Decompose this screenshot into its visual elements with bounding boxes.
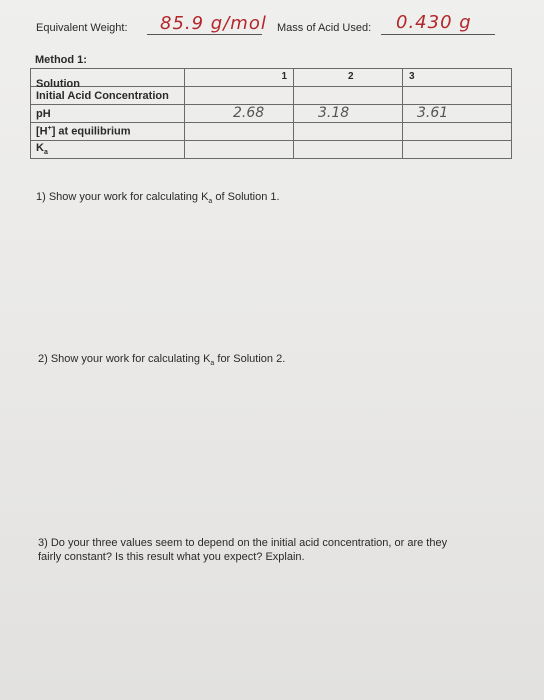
column-header-3: 3: [403, 69, 512, 87]
concentration-cell-1[interactable]: [185, 87, 294, 105]
table-row-ph: [31, 105, 512, 123]
ph-value-2: 3.18: [318, 105, 350, 121]
concentration-cell-2[interactable]: [294, 87, 403, 105]
question-2: 2) Show your work for calculating $K_a$ for Solution 2.: [38, 353, 286, 368]
ph-label: pH: [31, 105, 185, 123]
table-header-row: [31, 69, 512, 87]
table-row-concentration: [31, 87, 512, 105]
equivalent-weight-label: Equivalent Weight:: [36, 22, 128, 34]
mass-value: 0.430 g: [396, 12, 472, 33]
h-equilibrium-label: [H+] at equilibrium: [31, 123, 185, 141]
mass-label: Mass of Acid Used:: [277, 22, 372, 34]
h-cell-3[interactable]: [403, 123, 512, 141]
ka-label: $K_a$: [31, 141, 185, 159]
ka-cell-2[interactable]: [294, 141, 403, 159]
question-3-line-1: 3) Do your three values seem to depend on the initial acid concentration, or are they: [38, 537, 448, 549]
h-cell-2[interactable]: [294, 123, 403, 141]
h-cell-1[interactable]: [185, 123, 294, 141]
ph-cell-1[interactable]: [185, 105, 294, 123]
ph-value-1: 2.68: [233, 105, 265, 121]
equivalent-weight-underline: [147, 34, 262, 35]
data-table: [30, 68, 512, 159]
column-header-2: 2: [294, 69, 403, 87]
ph-cell-2[interactable]: [294, 105, 403, 123]
ph-value-3: 3.61: [417, 105, 449, 121]
table-row-h-equilibrium: [31, 123, 512, 141]
equivalent-weight-value: 85.9 g/mol: [160, 13, 267, 34]
ka-cell-1[interactable]: [185, 141, 294, 159]
concentration-cell-3[interactable]: [403, 87, 512, 105]
method-label: Method 1:: [35, 54, 87, 66]
ka-cell-3[interactable]: [403, 141, 512, 159]
concentration-label: Initial Acid Concentration: [31, 87, 185, 105]
solution-header-cell: Solution: [31, 69, 185, 87]
table-row-ka: [31, 141, 512, 159]
question-3: [38, 536, 508, 564]
ph-cell-3[interactable]: [403, 105, 512, 123]
column-header-1: 1: [185, 69, 294, 87]
question-3-line-2: fairly constant? Is this result what you expect? Explain.: [38, 551, 305, 563]
mass-underline: [381, 34, 495, 35]
question-1: 1) Show your work for calculating $K_a$ of Solution 1.: [36, 191, 280, 206]
